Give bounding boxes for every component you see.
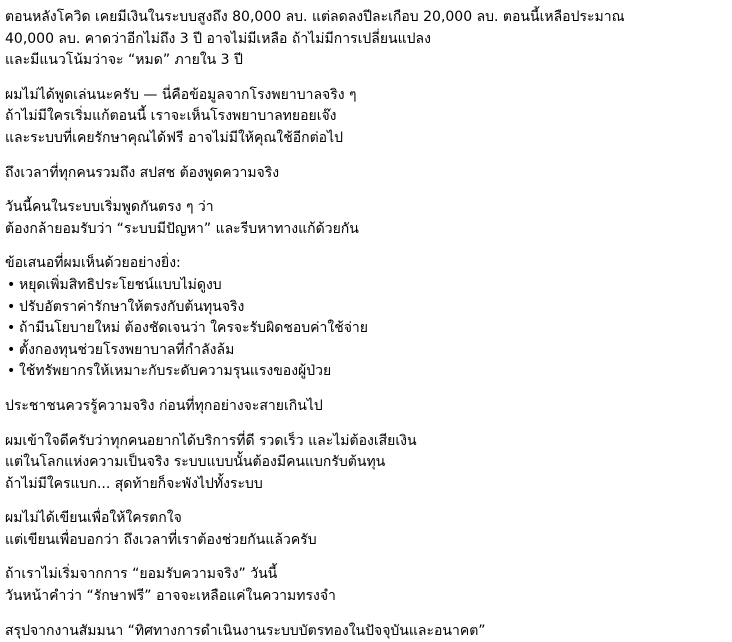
text-line: ถึงเวลาที่ทุกคนรวมถึง สปสช ต้องพูดความจริง xyxy=(5,164,280,181)
text-line: ผมไม่ได้เขียนเพื่อให้ใครตกใจ xyxy=(5,510,182,527)
text-line: ถ้าไม่มีใครเริ่มแก้ตอนนี้ เราจะเห็นโรงพยาบาลทยอยเจ๊ง xyxy=(5,108,337,125)
list-item xyxy=(5,340,726,362)
list-item-text: ปรับอัตราค่ารักษาให้ตรงกับต้นทุนจริง xyxy=(19,298,245,315)
list-item xyxy=(5,275,726,297)
bullet-icon: • xyxy=(7,298,16,315)
proposals-heading: ข้อเสนอที่ผมเห็นด้วยอย่างยิ่ง: xyxy=(5,255,181,272)
paragraph-warning xyxy=(5,85,726,150)
text-line: ตอนหลังโควิด เคยมีเงินในระบบสูงถึง 80,000 ลบ. แต่ลดลงปีละเกือบ 20,000 ลบ. ตอนนี้เหลือประมาณ xyxy=(5,9,625,25)
proposals-list xyxy=(5,275,726,383)
paragraph-cost-burden xyxy=(5,431,726,496)
bullet-icon: • xyxy=(7,276,16,293)
text-line: ผมไม่ได้พูดเล่นนะครับ — นี่คือข้อมูลจากโรงพยาบาลจริง ๆ xyxy=(5,86,357,103)
text-line: แต่ในโลกแห่งความเป็นจริง ระบบแบบนั้นต้องมีคนแบกรับต้นทุน xyxy=(5,454,386,471)
list-item-text: หยุดเพิ่มสิทธิประโยชน์แบบไม่ดูงบ xyxy=(19,276,222,293)
bullet-icon: • xyxy=(7,341,16,358)
text-line: ถ้าไม่มีใครแบก... สุดท้ายก็จะพังไปทั้งระบบ xyxy=(5,475,263,492)
bullet-icon: • xyxy=(7,320,16,337)
text-line: ผมเข้าใจดีครับว่าทุกคนอยากได้บริการที่ดี รวดเร็ว และไม่ต้องเสียเงิน xyxy=(5,432,417,449)
text-line: 40,000 ลบ. คาดว่าอีกไม่ถึง 3 ปี อาจไม่มีเหลือ ถ้าไม่มีการเปลี่ยนแปลง xyxy=(5,30,431,47)
paragraph-public-should-know xyxy=(5,396,726,418)
paragraph-time-to-tell-truth xyxy=(5,163,726,185)
text-line: วันหน้าคำว่า “รักษาฟรี” อาจจะเหลือแค่ในความทรงจำ xyxy=(5,588,336,605)
text-line: และระบบที่เคยรักษาคุณได้ฟรี อาจไม่มีให้คุณใช้อีกต่อไป xyxy=(5,129,344,146)
paragraph-purpose xyxy=(5,508,726,551)
text-line: สรุปจากงานสัมมนา “ทิศทางการดำเนินงานระบบบัตรทองในปัจจุบันและอนาคต” xyxy=(5,622,486,639)
proposals-section xyxy=(5,253,726,383)
paragraph-admit-problem xyxy=(5,197,726,240)
list-item-text: ใช้ทรัพยากรให้เหมาะกับระดับความรุนแรงของผู้ป่วย xyxy=(19,363,332,380)
list-item xyxy=(5,318,726,340)
paragraph-seminar-summary xyxy=(5,621,726,642)
list-item xyxy=(5,297,726,319)
text-line: ต้องกล้ายอมรับว่า “ระบบมีปัญหา” และรีบหาทางแก้ด้วยกัน xyxy=(5,220,359,237)
bullet-icon: • xyxy=(7,363,16,380)
text-line: วันนี้คนในระบบเริ่มพูดกันตรง ๆ ว่า xyxy=(5,199,214,216)
list-item-text: ตั้งกองทุนช่วยโรงพยาบาลที่กำลังล้ม xyxy=(19,341,235,358)
list-item-text: ถ้ามีนโยบายใหม่ ต้องชัดเจนว่า ใครจะรับผิดชอบค่าใช้จ่าย xyxy=(19,320,368,337)
paragraph-free-care-memory xyxy=(5,564,726,607)
text-line: ประชาชนควรรู้ความจริง ก่อนที่ทุกอย่างจะสายเกินไป xyxy=(5,397,323,414)
text-line: ถ้าเราไม่เริ่มจากการ “ยอมรับความจริง” วันนี้ xyxy=(5,566,278,583)
text-line: และมีแนวโน้มว่าจะ “หมด” ภายใน 3 ปี xyxy=(5,52,243,69)
paragraph-fund-status xyxy=(5,7,726,72)
list-item xyxy=(5,361,726,383)
text-line: แต่เขียนเพื่อบอกว่า ถึงเวลาที่เราต้องช่วยกันแล้วครับ xyxy=(5,531,317,548)
